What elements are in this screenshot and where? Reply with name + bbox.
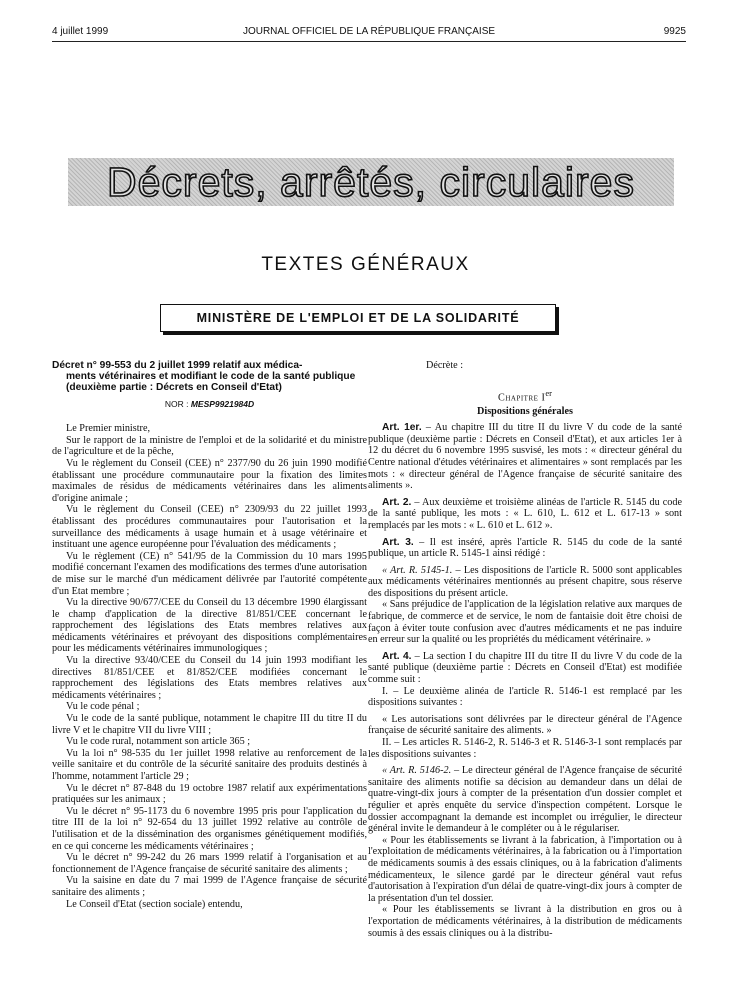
article-3: [368, 537, 682, 560]
quoted-paragraph: « Pour les établissements se livrant à la fabrication, à l'importation ou à l'exploitation de médicaments vétérinaires, à la fabrication ou à l'importation de médicaments soumis à des essais cliniques, ou à la fabrication d'aliments médicamenteux, le silence gardé par le directeur général vaut refus d'autorisation à l'expiration d'un délai de quatre-vingt-dix jours à compter de la présentation d'un tel dossier.: [368, 834, 682, 904]
article-1: [368, 422, 682, 492]
body-paragraph: Le Premier ministre,: [66, 423, 151, 435]
body-paragraph: Vu le règlement du Conseil (CEE) n° 2377/90 du 26 juin 1990 modifié établissant une procédure communautaire pour la fixation des limites maximales de résidus de médicaments vétérinaires dans les aliments d'origine animale ;: [52, 457, 367, 504]
article-text: – Au chapitre III du titre II du livre V du code de la santé publique (deuxième partie : Décrets en Conseil d'Etat), et aux articles 1er à 12 du décret du 6 novembre 1995 susvisé, les mots : « directeur général du Centre national d'études vétérinaires et alimentaires » sont remplacés par les mots : « directeur général de l'Agence française de sécurité sanitaire des aliments ».: [368, 422, 682, 492]
body-paragraph: Vu le règlement du Conseil (CEE) n° 2309/93 du 22 juillet 1993 établissant des procédures communautaires pour l'autorisation et la surveillance des médicaments à usage humain et à usage vétérinaire et instituant une agence européenne pour l'évaluation des médicaments ;: [52, 504, 367, 551]
ministry-box: [160, 304, 556, 332]
body-paragraph: Vu la directive 93/40/CEE du Conseil du 14 juin 1993 modifiant les directives 81/851/CEE et 81/852/CEE modifiées concernant le rapprochement des législations des Etats membres relatives aux médicaments vétérinaires ;: [52, 655, 367, 701]
body-paragraph: Sur le rapport de la ministre de l'emploi et de la solidarité et du ministre de l'agriculture et de la pêche,: [52, 434, 367, 458]
body-paragraph: Vu le règlement (CE) n° 541/95 de la Commission du 10 mars 1995 modifié concernant l'examen des modifications des termes d'une autorisation de mise sur le marché d'un médicament délivrée par l'autorité compétente d'un Etat membre ;: [52, 550, 367, 597]
article-label: Art. 1er.: [382, 422, 422, 434]
quoted-article-text: – Le directeur général de l'Agence française de sécurité sanitaire des aliments notifie sa décision au demandeur dans un délai de quatre-vingt-dix jours à compter de la présentation d'un dossier complet et régulier et après enquête du service d'inspection compétent. Lorsque le dossier accompagnant la demande est incomplet ou irrégulier, le directeur général invite le demandeur à le compléter ou à le régulariser.: [368, 765, 682, 835]
chapter-heading: [368, 388, 682, 404]
header-date: 4 juillet 1999: [52, 26, 109, 37]
body-paragraph: Vu le code de la santé publique, notamment le chapitre III du titre II du livre V et le chapitre VII du livre VIII ;: [52, 713, 367, 736]
left-column: [52, 360, 367, 910]
header-rule: [52, 41, 686, 42]
article-4: [368, 651, 682, 686]
decree-title-line-1: Décret n° 99-553 du 2 juillet 1999 relatif aux médica-: [52, 360, 303, 371]
body-paragraph: Vu la saisine en date du 7 mai 1999 de l'Agence française de sécurité sanitaire des aliments ;: [52, 875, 367, 898]
visas-list: [52, 423, 367, 910]
quoted-article: [368, 765, 682, 835]
section-heading-dispositions: Dispositions générales: [477, 405, 573, 417]
quoted-paragraph: « Les autorisations sont délivrées par le directeur général de l'Agence française de sécurité sanitaire des aliments. »: [368, 713, 682, 737]
nor-value: MESP9921984D: [190, 398, 255, 409]
chapter-ordinal: er: [545, 387, 552, 398]
quoted-article-label: « Art. R. 5145-1.: [382, 564, 453, 576]
body-paragraph: Vu le décret n° 99-242 du 26 mars 1999 relatif à l'organisation et au fonctionnement de l'Agence française de sécurité sanitaire des aliments ;: [52, 852, 367, 875]
body-paragraph: Vu le code pénal ;: [66, 701, 140, 713]
body-paragraph: Vu la directive 90/677/CEE du Conseil du 13 décembre 1990 élargissant le champ d'application de la directive 81/851/CEE concernant le rapprochement des législations des Etats membres relatives aux médicaments vétérinaires et prévoyant des dispositions complémentaires pour les médicaments vétérinaires immunologiques ;: [52, 597, 367, 655]
quoted-article-label: « Art. R. 5146-2.: [382, 765, 452, 777]
body-paragraph: Vu le décret n° 87-848 du 19 octobre 1987 relatif aux expérimentations pratiquées sur les animaux ;: [52, 782, 367, 806]
running-header: [52, 26, 686, 40]
article-text: – Il est inséré, après l'article R. 5145 du code de la santé publique, un article R. 5145-1 ainsi rédigé :: [368, 536, 683, 560]
header-journal-title: JOURNAL OFFICIEL DE LA RÉPUBLIQUE FRANÇAISE: [242, 26, 496, 37]
article-label: Art. 4.: [382, 650, 412, 662]
quoted-paragraph: « Sans préjudice de l'application de la législation relative aux marques de fabrique, de commerce et de service, le nom de fantaisie doit être choisi de façon à éviter toute confusion avec d'autres médicaments et ne pas induire en erreur sur la qualité ou les propriétés du médicament vétérinaire. »: [368, 599, 682, 646]
header-page-number: 9925: [663, 26, 686, 37]
body-paragraph: Vu le code rural, notamment son article 365 ;: [66, 736, 251, 748]
paragraph-i: I. – Le deuxième alinéa de l'article R. 5146-1 est remplacé par les dispositions suivantes :: [368, 685, 682, 709]
nor-label: NOR :: [164, 398, 189, 409]
paragraph-ii: II. – Les articles R. 5146-2, R. 5146-3 et R. 5146-3-1 sont remplacés par les dispositions suivantes :: [368, 737, 682, 760]
article-2: [368, 497, 682, 532]
article-text: – Aux deuxième et troisième alinéas de l'article R. 5145 du code de la santé publique, les mots : « L. 610, L. 612 et L. 617-13 » sont remplacés par les mots : « L. 610 et L. 612 ».: [368, 496, 682, 531]
right-column: [368, 360, 682, 939]
quoted-paragraph: « Pour les établissements se livrant à la distribution en gros ou à l'exportation de médicaments vétérinaires, à la distribution de médicaments soumis à des essais cliniques ou à la distribu-: [368, 904, 682, 939]
quoted-article: [368, 565, 682, 600]
quoted-article-text: – Les dispositions de l'article R. 5000 sont applicables aux médicaments vétérinaires mentionnés au présent chapitre, sous réserve des dispositions du présent article.: [368, 564, 683, 599]
body-paragraph: Vu le décret n° 95-1173 du 6 novembre 1995 pris pour l'application du titre III de la loi n° 92-654 du 13 juillet 1992 relative au contrôle de l'utilisation et de la dissémination des organismes génétiquement modifiés, en ce qui concerne les médicaments vétérinaires ;: [52, 805, 367, 852]
nor-reference: [52, 399, 367, 411]
decree-title-line-2: ments vétérinaires et modifiant le code de la santé publique (deuxième partie : Décrets en Conseil d'Etat): [66, 371, 356, 394]
body-paragraph: Le Conseil d'Etat (section sociale) entendu,: [66, 898, 243, 910]
ministry-title: MINISTÈRE DE L'EMPLOI ET DE LA SOLIDARITÉ: [196, 311, 520, 325]
decrete-line: Décrète :: [426, 360, 464, 371]
banner-title: Décrets, arrêtés, circulaires: [107, 159, 635, 205]
article-label: Art. 3.: [382, 536, 414, 548]
body-paragraph: Vu la loi n° 98-535 du 1er juillet 1998 relative au renforcement de la veille sanitaire et du contrôle de la sécurité sanitaire des produits destinés à l'homme, notamment l'article 29 ;: [52, 747, 367, 783]
chapter-label: Chapitre I: [498, 391, 546, 403]
decree-title: [52, 360, 367, 394]
article-label: Art. 2.: [382, 496, 412, 508]
rubric-banner: [68, 158, 674, 206]
article-text: – La section I du chapitre III du titre II du livre V du code de la santé publique (deuxième partie : Décrets en Conseil d'Etat) est modifiée comme suit :: [368, 650, 682, 686]
section-title: TEXTES GÉNÉRAUX: [261, 254, 470, 275]
